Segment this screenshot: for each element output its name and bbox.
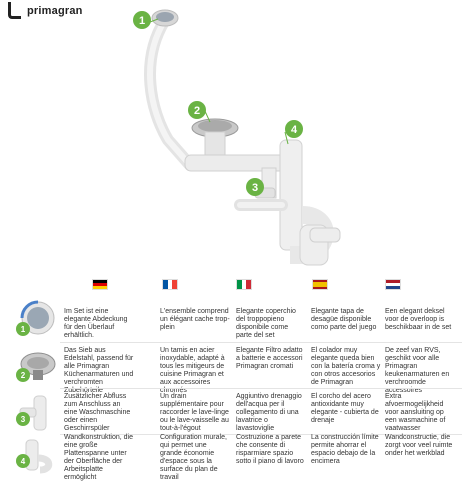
desc-fr: Un drain supplémentaire pour raccorder le lave-linge ou le lave-vaisselle au tout-à-l'égout (160, 393, 229, 432)
row-divider (60, 388, 462, 389)
desc-fr: L'ensemble comprend un élégant cache trop-plein (160, 308, 230, 331)
callout-3 (246, 178, 264, 196)
row-number-badge: 1 (16, 322, 30, 336)
callout-2 (188, 101, 206, 119)
desc-es: El colador muy elegante queda bien con la batería croma y con otros accesorios de Primagran (311, 347, 381, 386)
desc-nl: Wandconstructie, die zorgt voor veel ruimte onder het werkblad (385, 434, 453, 457)
italy-flag-icon (236, 279, 252, 290)
svg-text:3: 3 (251, 182, 259, 194)
desc-it: Costruzione a parete che consente di risparmiare spazio sotto il piano di lavoro (236, 434, 304, 465)
desc-es: La construcción límite permite ahorrar el espacio debajo de la encimera (311, 434, 379, 465)
desc-de: Das Sieb aus Edelstahl, passend für alle Primagran Küchenarmaturen und verchromten Zubehörteile (64, 347, 134, 394)
language-flags (0, 276, 470, 292)
row-number-badge: 4 (16, 454, 30, 468)
row-divider (60, 342, 462, 343)
svg-text:1: 1 (138, 15, 146, 27)
germany-flag-icon (92, 279, 108, 290)
callout-1 (133, 11, 151, 29)
brand-name: primagran (27, 4, 83, 17)
spain-flag-icon (312, 279, 328, 290)
desc-es: El corcho del acero antioxidante muy elegante - cubierta de drenaje (311, 393, 379, 424)
desc-nl: De zeef van RVS, geschikt voor alle Primagran keukenarmaturen en verchroomde accessoires (385, 347, 450, 394)
desc-fr: Un tamis en acier inoxydable, adapté à tous les mitigeurs de cuisine Primagran et aux accessoires chromés (160, 347, 225, 394)
svg-text:4: 4 (290, 124, 298, 136)
row-number-badge: 2 (16, 368, 30, 382)
desc-es: Elegante tapa de desagüe disponible como parte del juego (311, 308, 377, 331)
netherlands-flag-icon (385, 279, 401, 290)
france-flag-icon (162, 279, 178, 290)
svg-text:2: 2 (193, 105, 201, 117)
desc-fr: Configuration murale, qui permet une grande économie d'espace sous la surface du plan de travail (160, 434, 227, 481)
callout-4 (285, 120, 303, 138)
desc-nl: Een elegant deksel voor de overloop is beschikbaar in de set (385, 308, 452, 331)
desc-de: Zusätzlicher Abfluss zum Anschluss an eine Waschmaschine oder einen Geschirrspüler (64, 393, 131, 432)
desc-it: Aggiuntivo drenaggio dell'acqua per il collegamento di una lavatrice o lavastoviglie (236, 393, 302, 432)
row-number-badge: 3 (16, 412, 30, 426)
desc-nl: Extra afvoermogelijkheid voor aansluiting op een wasmachine of vaatwasser (385, 393, 446, 432)
desc-it: Elegante coperchio del troppopieno disponibile come parte del set (236, 308, 296, 339)
desc-it: Elegante Filtro adatto a batterie e accessori Primagran cromati (236, 347, 303, 370)
desc-de: Wandkonstruktion, die eine große Plattenspanne unter der Oberfläche der Arbeitsplatte ermöglicht (64, 434, 133, 481)
desc-de: Im Set ist eine elegante Abdeckung für den Überlauf erhältlich. (64, 308, 128, 339)
